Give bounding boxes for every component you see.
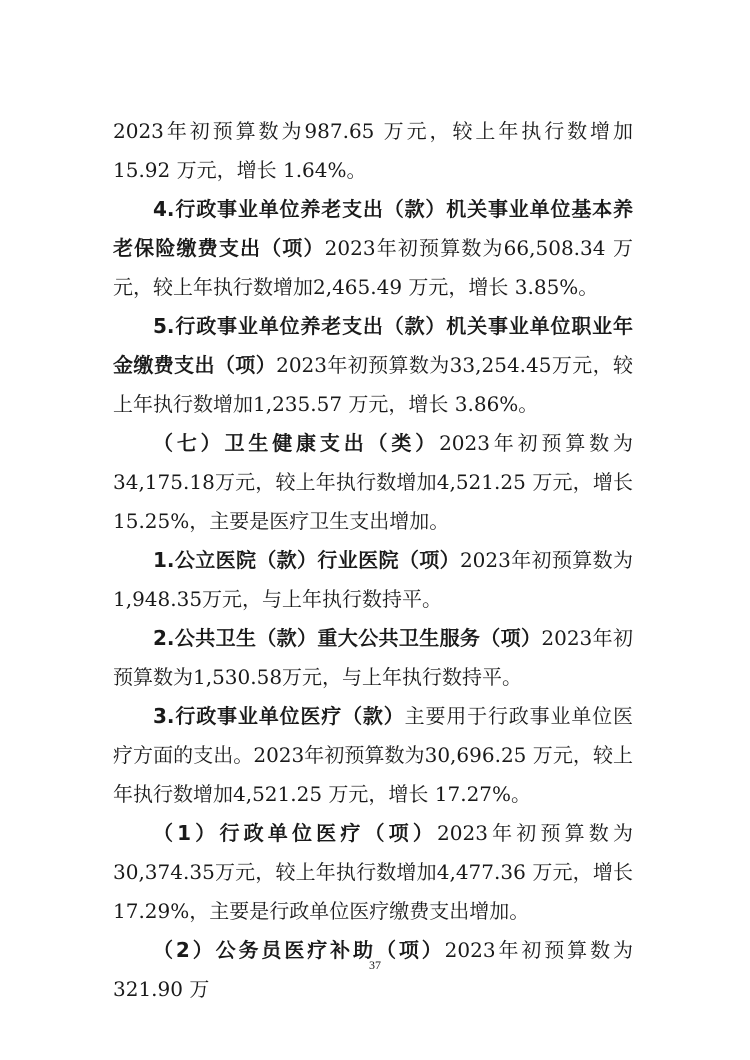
page-number: 37 <box>369 958 381 972</box>
paragraph-9-text: 2023年初预算数为321.90 万 <box>113 938 633 1001</box>
paragraph-3-text: 2023年初预算数为33,254.45万元，较上年执行数增加1,235.57 万元，增长 3.86%。 <box>113 353 634 416</box>
paragraph-7 <box>113 697 633 814</box>
paragraph-8 <box>113 814 633 931</box>
paragraph-1 <box>113 112 633 190</box>
paragraph-9-heading: （2）公务员医疗补助（项） <box>153 938 445 962</box>
paragraph-8-text: 2023年初预算数为30,374.35万元，较上年执行数增加4,477.36 万元，增长 17.29%，主要是行政单位医疗缴费支出增加。 <box>113 821 633 923</box>
paragraph-2-heading: 4.行政事业单位养老支出（款）机关事业单位基本养老保险缴费支出（项） <box>113 197 633 260</box>
paragraph-6-text: 2023年初预算数为1,530.58万元，与上年执行数持平。 <box>113 626 633 689</box>
paragraph-3 <box>113 307 633 424</box>
paragraph-4 <box>113 424 633 541</box>
paragraph-5 <box>113 541 633 619</box>
paragraph-5-heading: 1.公立医院（款）行业医院（项） <box>153 548 460 572</box>
paragraph-6-heading: 2.公共卫生（款）重大公共卫生服务（项） <box>153 626 542 650</box>
paragraph-7-heading: 3.行政事业单位医疗（款） <box>153 704 405 728</box>
paragraph-6 <box>113 619 633 697</box>
paragraph-3-heading: 5.行政事业单位养老支出（款）机关事业单位职业年金缴费支出（项） <box>113 314 633 377</box>
paragraph-2 <box>113 190 633 307</box>
paragraph-1-text: 2023年初预算数为987.65 万元，较上年执行数增加15.92 万元，增长 1.64%。 <box>113 119 633 182</box>
paragraph-5-text: 2023年初预算数为1,948.35万元，与上年执行数持平。 <box>113 548 634 611</box>
paragraph-7-text: 主要用于行政事业单位医疗方面的支出。2023年初预算数为30,696.25 万元，较上年执行数增加4,521.25 万元，增长 17.27%。 <box>113 704 634 806</box>
paragraph-4-text: 2023年初预算数为34,175.18万元，较上年执行数增加4,521.25 万元，增长 15.25%，主要是医疗卫生支出增加。 <box>113 431 633 533</box>
paragraph-2-text: 2023年初预算数为66,508.34 万元，较上年执行数增加2,465.49 万元，增长 3.85%。 <box>113 236 633 299</box>
paragraph-8-heading: （1）行政单位医疗（项） <box>153 821 438 845</box>
paragraph-4-heading: （七）卫生健康支出（类） <box>153 431 440 455</box>
